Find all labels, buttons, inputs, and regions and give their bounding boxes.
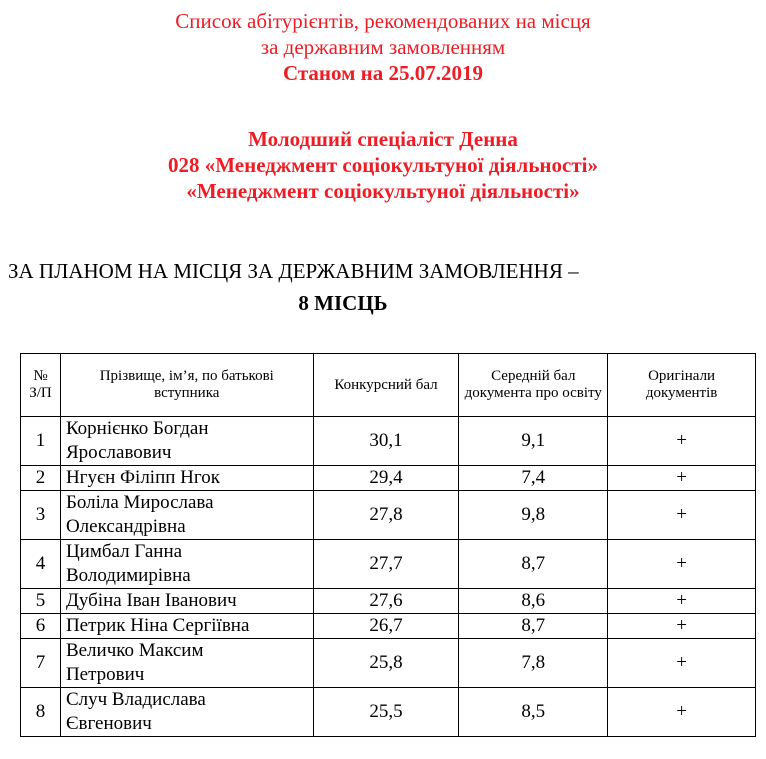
plan-line: ЗА ПЛАНОМ НА МІСЦЯ ЗА ДЕРЖАВНИМ ЗАМОВЛЕННЯ – — [8, 259, 579, 283]
table-row — [21, 540, 756, 589]
header-num-line2: З/П — [29, 385, 52, 401]
row-originals: + — [608, 589, 756, 614]
row-score: 26,7 — [313, 614, 459, 639]
row-avg: 8,7 — [459, 540, 608, 589]
header-name: Прізвище, ім’я, по батькові вступника — [60, 354, 313, 417]
table-row — [21, 639, 756, 688]
table-row — [21, 491, 756, 540]
name-line-2: Олександрівна — [65, 516, 186, 537]
row-originals: + — [608, 688, 756, 737]
row-avg: 8,6 — [459, 589, 608, 614]
program-block — [0, 126, 766, 204]
name-line-1: Цимбал Ганна — [65, 541, 183, 562]
row-num: 6 — [21, 614, 61, 639]
name-line-2: Ярославович — [65, 442, 172, 463]
row-name — [60, 491, 313, 540]
row-score: 27,8 — [313, 491, 459, 540]
row-avg: 8,5 — [459, 688, 608, 737]
program-name: «Менеджмент соціокультуної діяльності» — [186, 179, 580, 203]
row-name — [60, 639, 313, 688]
name-line-1: Корнієнко Богдан — [65, 418, 209, 439]
title-line-1: Список абітурієнтів, рекомендованих на місця — [175, 9, 591, 33]
table-row — [21, 466, 756, 491]
table-header-row — [21, 354, 756, 417]
table-row — [21, 614, 756, 639]
plan-count: 8 МІСЦЬ — [298, 291, 388, 315]
row-name: Дубіна Іван Іванович — [60, 589, 313, 614]
header-num-line1: № — [33, 368, 48, 384]
row-originals: + — [608, 491, 756, 540]
row-avg: 9,1 — [459, 417, 608, 466]
row-score: 29,4 — [313, 466, 459, 491]
row-name: Нгуєн Філіпп Нгок — [60, 466, 313, 491]
table-row — [21, 589, 756, 614]
header-avg: Середній бал документа про освіту — [459, 354, 608, 417]
row-score: 27,6 — [313, 589, 459, 614]
applicants-table — [20, 353, 756, 737]
row-originals: + — [608, 417, 756, 466]
row-avg: 8,7 — [459, 614, 608, 639]
program-specialty: 028 «Менеджмент соціокультуної діяльності» — [167, 153, 599, 177]
row-num: 2 — [21, 466, 61, 491]
row-originals: + — [608, 639, 756, 688]
row-name — [60, 688, 313, 737]
row-num: 1 — [21, 417, 61, 466]
header-originals: Оригінали документів — [608, 354, 756, 417]
header-score: Конкурсний бал — [313, 354, 459, 417]
name-line-1: Боліла Мирослава — [65, 492, 214, 513]
name-line-1: Величко Максим — [65, 640, 204, 661]
row-avg: 7,8 — [459, 639, 608, 688]
program-degree: Молодший спеціаліст Денна — [248, 127, 518, 151]
header-num — [21, 354, 61, 417]
table-row — [21, 417, 756, 466]
row-name: Петрик Ніна Сергіївна — [60, 614, 313, 639]
name-line-1: Случ Владислава — [65, 689, 206, 710]
row-avg: 9,8 — [459, 491, 608, 540]
name-line-2: Петрович — [65, 664, 145, 685]
row-score: 30,1 — [313, 417, 459, 466]
row-num: 5 — [21, 589, 61, 614]
row-num: 7 — [21, 639, 61, 688]
row-num: 8 — [21, 688, 61, 737]
row-num: 4 — [21, 540, 61, 589]
row-score: 25,8 — [313, 639, 459, 688]
row-score: 25,5 — [313, 688, 459, 737]
table-row — [21, 688, 756, 737]
document-title — [0, 8, 766, 86]
row-originals: + — [608, 540, 756, 589]
row-score: 27,7 — [313, 540, 459, 589]
row-avg: 7,4 — [459, 466, 608, 491]
date-line: Станом на 25.07.2019 — [282, 61, 484, 85]
row-num: 3 — [21, 491, 61, 540]
row-name — [60, 417, 313, 466]
name-line-2: Володимирівна — [65, 565, 191, 586]
row-originals: + — [608, 614, 756, 639]
name-line-2: Євгенович — [65, 713, 152, 734]
title-line-2: за державним замовленням — [260, 35, 506, 59]
row-originals: + — [608, 466, 756, 491]
row-name — [60, 540, 313, 589]
